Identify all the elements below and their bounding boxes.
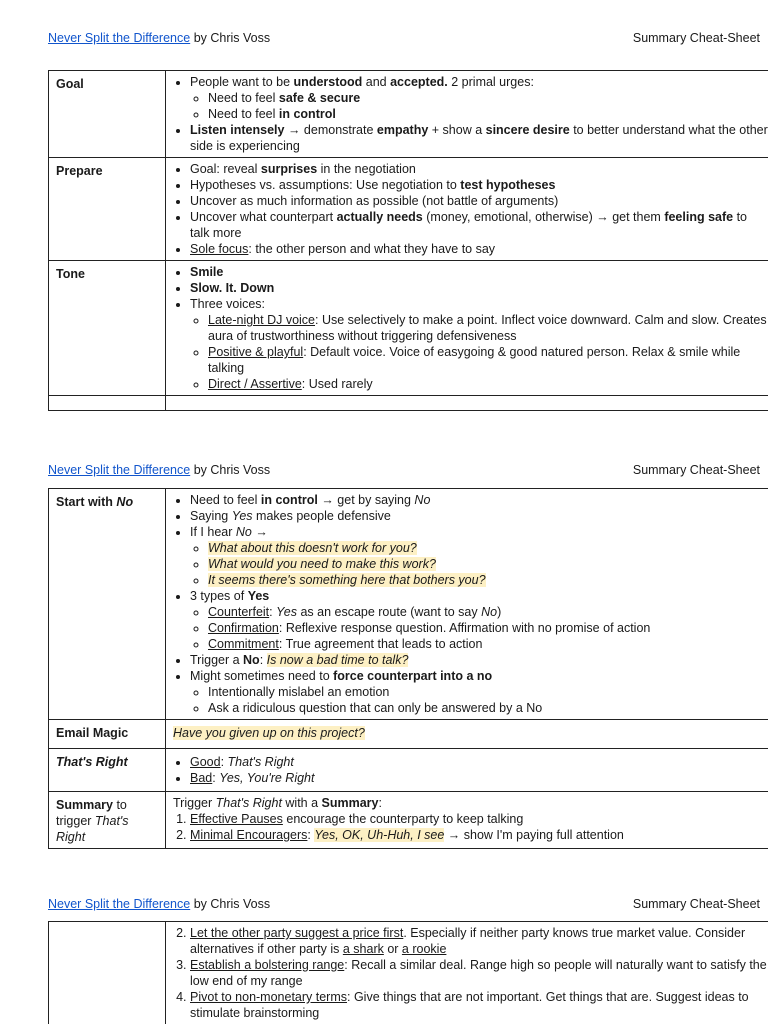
list-item: • Slow. It. Down <box>190 280 768 296</box>
page-header <box>48 897 760 912</box>
list-item: • Need to feel in control → get by saying No <box>190 492 768 508</box>
author-text: by Chris Voss <box>193 463 271 477</box>
author-text: by Chris Voss <box>193 31 271 45</box>
list-item: ◦ Confirmation: Reflexive response question. Affirmation with no promise of action <box>208 620 768 636</box>
row-label-prepare: Prepare <box>49 158 166 261</box>
list-item: • Uncover what counterpart actually needs (money, emotional, otherwise) → get them feeling safe to talk more <box>190 209 768 241</box>
list-item: • 3 types of Yes ◦ Counterfeit: Yes as an escape route (want to say No) ◦ Confirmation: Reflexive response question. Affirmation with no promise of action ◦ Commitment: True agreement that leads to action <box>190 588 768 652</box>
row-content-summary <box>166 792 768 849</box>
list-item: ◦ Intentionally mislabel an emotion <box>208 684 768 700</box>
list-item: ◦ What would you need to make this work? <box>208 556 768 572</box>
list-item: 3. Establish a bolstering range: Recall a similar deal. Range high so people will naturally want to satisfy the low end of my range <box>190 957 768 989</box>
list-item: • Goal: reveal surprises in the negotiation <box>190 161 768 177</box>
book-title-link[interactable]: Never Split the Difference <box>48 463 191 477</box>
row-content-thats-right <box>166 749 768 792</box>
table-row-start-with-no <box>49 489 768 720</box>
cheat-sheet-table <box>48 70 768 411</box>
list-item: • People want to be understood and accepted. 2 primal urges: ◦ Need to feel safe & secure ◦ Need to feel in control <box>190 74 768 122</box>
row-content-tone <box>166 261 768 396</box>
list-item: 2. Minimal Encouragers: Yes, OK, Uh-Huh, I see → show I'm paying full attention <box>190 827 768 843</box>
row-content-goal <box>166 71 768 158</box>
page-1 <box>0 0 768 432</box>
list-item: ◦ Ask a ridiculous question that can only be answered by a No <box>208 700 768 716</box>
doc-label: Summary Cheat-Sheet <box>632 463 760 477</box>
page-header <box>48 31 760 46</box>
row-label-goal: Goal <box>49 71 166 158</box>
table-row-tone <box>49 261 768 396</box>
row-content-prepare <box>166 158 768 261</box>
list-item: ◦ What about this doesn't work for you? <box>208 540 768 556</box>
list-item: ◦ Commitment: True agreement that leads to action <box>208 636 768 652</box>
table-row-goal <box>49 71 768 158</box>
list-item: 2. Let the other party suggest a price first. Especially if neither party knows true market value. Consider alternatives if other party is a shark or a rookie <box>190 925 768 957</box>
summary-intro: Trigger That's Right with a Summary: <box>173 796 382 810</box>
book-title-link[interactable]: Never Split the Difference <box>48 897 191 911</box>
list-item: 1. Effective Pauses encourage the counterparty to keep talking <box>190 811 768 827</box>
list-item: • Hypotheses vs. assumptions: Use negotiation to test hypotheses <box>190 177 768 193</box>
list-item: • Trigger a No: Is now a bad time to talk? <box>190 652 768 668</box>
row-label-thats-right: That's Right <box>49 749 166 792</box>
list-item: • If I hear No → ◦ What about this doesn't work for you? ◦ What would you need to make this work? ◦ It seems there's something here that bothers you? <box>190 524 768 588</box>
list-item: ◦ Need to feel safe & secure <box>208 90 768 106</box>
list-item: ◦ It seems there's something here that bothers you? <box>208 572 768 588</box>
list-item: • Three voices: ◦ Late-night DJ voice: Use selectively to make a point. Inflect voice downward. Calm and slow. Creates aura of trustworthiness without triggering defensiveness ◦ Positive & playful: Default voice. Voice of easygoing & good natured person. Relax & smile while talking ◦ Direct / Assertive: Used rarely <box>190 296 768 392</box>
author-text: by Chris Voss <box>193 897 271 911</box>
list-item: ◦ Positive & playful: Default voice. Voice of easygoing & good natured person. Relax & smile while talking <box>208 344 768 376</box>
row-label-summary: Summary to trigger That's Right <box>49 792 166 849</box>
list-item: • Saying Yes makes people defensive <box>190 508 768 524</box>
book-title-link[interactable]: Never Split the Difference <box>48 31 191 45</box>
list-item: • Uncover as much information as possible (not battle of arguments) <box>190 193 768 209</box>
list-item: ◦ Counterfeit: Yes as an escape route (want to say No) <box>208 604 768 620</box>
doc-label: Summary Cheat-Sheet <box>632 31 760 45</box>
row-content-continued <box>166 922 768 1024</box>
list-item: ◦ Need to feel in control <box>208 106 768 122</box>
list-item: ◦ Late-night DJ voice: Use selectively to make a point. Inflect voice downward. Calm and slow. Creates aura of trustworthiness without triggering defensiveness <box>208 312 768 344</box>
table-row-continued <box>49 922 768 1024</box>
list-item: • Bad: Yes, You're Right <box>190 770 768 786</box>
cheat-sheet-table <box>48 921 768 1024</box>
row-label-tone: Tone <box>49 261 166 396</box>
row-content-start-with-no <box>166 489 768 720</box>
list-item: • Good: That's Right <box>190 754 768 770</box>
list-item: 4. Pivot to non-monetary terms: Give things that are not important. Get things that are. Suggest ideas to stimulate brainstorming <box>190 989 768 1021</box>
table-row-continued <box>49 396 768 411</box>
row-label-start-with-no: Start with No <box>49 489 166 720</box>
row-label-email-magic: Email Magic <box>49 720 166 749</box>
list-item: • Sole focus: the other person and what they have to say <box>190 241 768 257</box>
list-item: • Listen intensely → demonstrate empathy + show a sincere desire to better understand what the other side is experiencing <box>190 122 768 154</box>
page-header <box>48 463 760 478</box>
list-item: • Smile <box>190 264 768 280</box>
page-3 <box>0 895 768 1024</box>
table-row-email-magic <box>49 720 768 749</box>
row-label-empty <box>49 922 166 1024</box>
cheat-sheet-table <box>48 488 768 849</box>
table-row-summary <box>49 792 768 849</box>
page-2 <box>0 460 768 865</box>
list-item: ◦ Direct / Assertive: Used rarely <box>208 376 768 392</box>
table-row-prepare <box>49 158 768 261</box>
table-row-thats-right <box>49 749 768 792</box>
list-item: • Might sometimes need to force counterpart into a no ◦ Intentionally mislabel an emotion ◦ Ask a ridiculous question that can only be answered by a No <box>190 668 768 716</box>
doc-label: Summary Cheat-Sheet <box>632 897 760 911</box>
row-content-email-magic: Have you given up on this project? <box>166 720 768 749</box>
